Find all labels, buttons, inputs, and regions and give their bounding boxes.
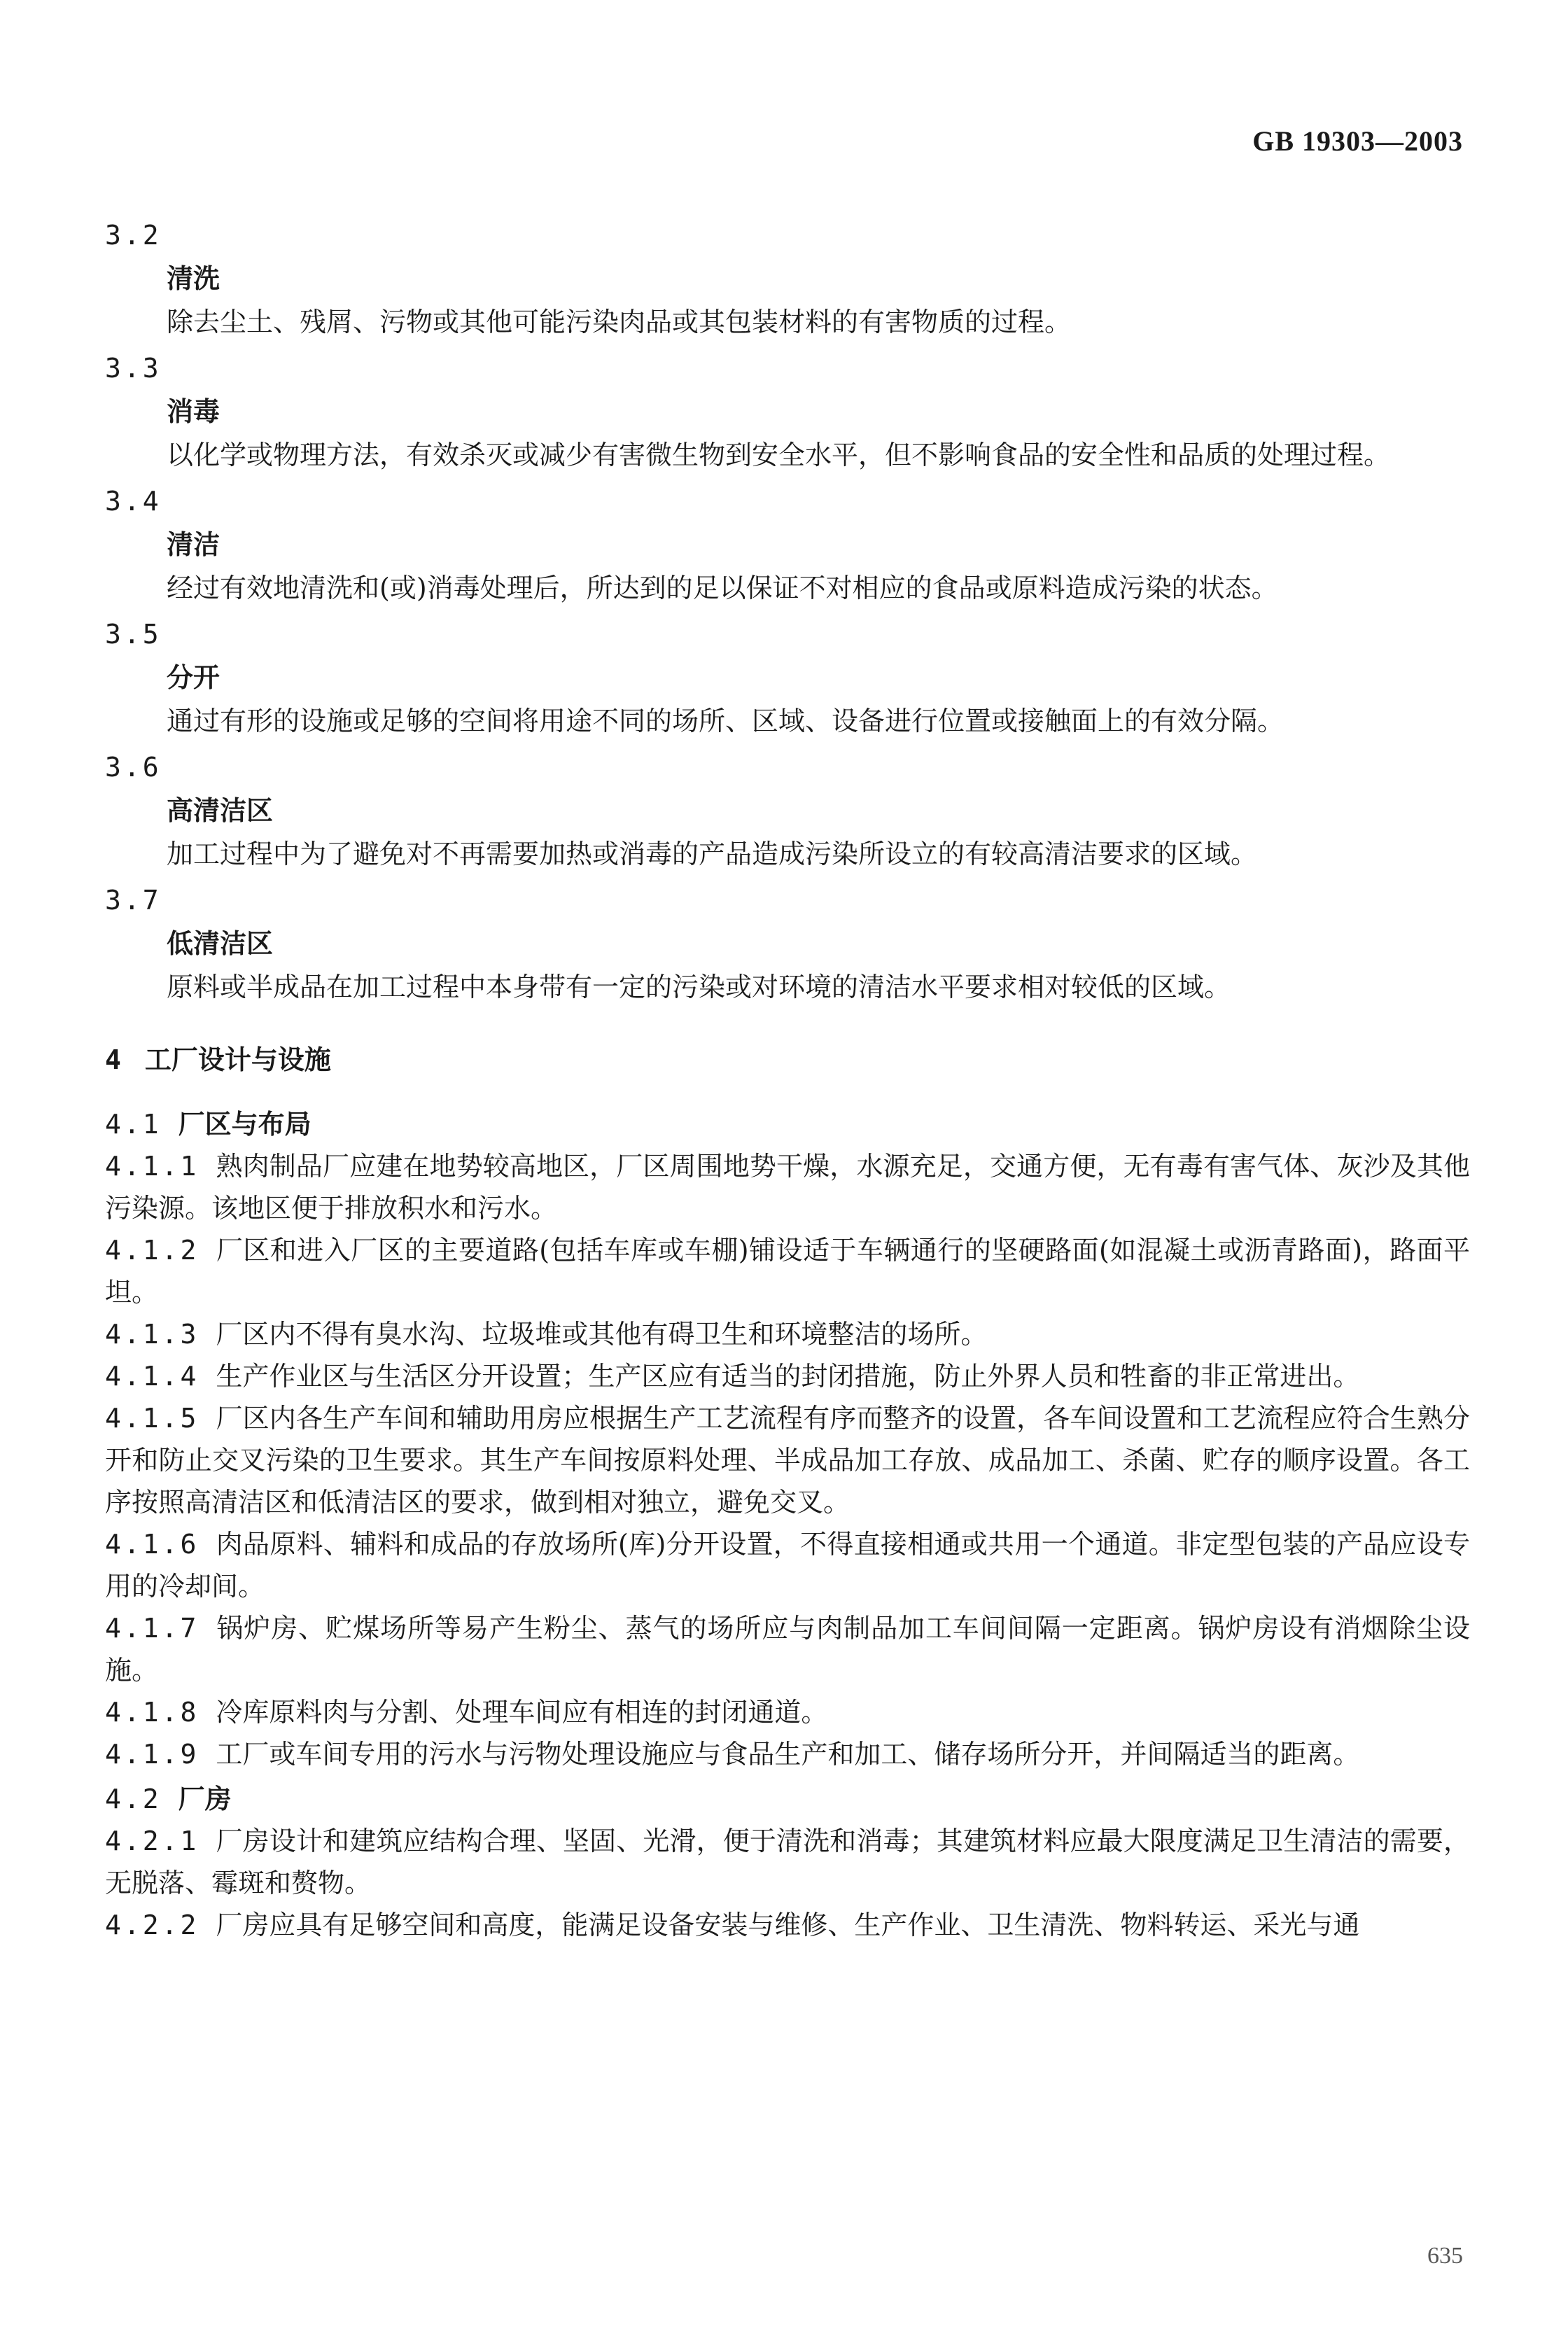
section-heading [105,1039,1470,1081]
clause-text: 冷库原料肉与分割、处理车间应有相连的封闭通道。 [216,1697,828,1728]
term-name: 高清洁区 [167,795,274,826]
subsection-heading-4-1 [105,1103,1470,1145]
term-definition: 除去尘土、残屑、污物或其他可能污染肉品或其包装材料的有害物质的过程。 [167,307,1072,337]
clause-number: 4.1.2 [105,1235,200,1266]
clause-4-1-7 [105,1607,1470,1691]
term-definition: 以化学或物理方法，有效杀灭或减少有害微生物到安全水平，但不影响食品的安全性和品质的处理过程。 [167,440,1391,470]
term-definition: 原料或半成品在加工过程中本身带有一定的污染或对环境的清洁水平要求相对较低的区域。 [167,972,1231,1002]
section-number: 4 [105,1044,124,1075]
clause-4-1-6 [105,1523,1470,1607]
term-3-4 [105,480,1470,609]
clause-text: 厂区内各生产车间和辅助用房应根据生产工艺流程有序而整齐的设置，各车间设置和工艺流程应符合生熟分开和防止交叉污染的卫生要求。其生产车间按原料处理、半成品加工存放、成品加工、杀菌、贮存的顺序设置。各工序按照高清洁区和低清洁区的要求，做到相对独立，避免交叉。 [105,1403,1470,1518]
page-content [105,210,1470,1946]
clause-text: 生产作业区与生活区分开设置；生产区应有适当的封闭措施，防止外界人员和牲畜的非正常进出。 [216,1361,1360,1392]
subsection-number: 4.1 [105,1109,162,1140]
clause-4-1-8 [105,1691,1470,1733]
term-number: 3.3 [105,353,162,384]
clause-text: 厂区内不得有臭水沟、垃圾堆或其他有碍卫生和环境整洁的场所。 [216,1319,988,1350]
term-3-2 [105,214,1470,343]
subsection-heading-4-2 [105,1778,1470,1820]
clause-number: 4.1.9 [105,1739,200,1770]
clause-text: 厂房应具有足够空间和高度，能满足设备安装与维修、生产作业、卫生清洗、物料转运、采光与通 [216,1910,1360,1940]
term-name: 低清洁区 [167,928,274,959]
term-3-6 [105,746,1470,875]
term-number: 3.4 [105,486,162,517]
clause-number: 4.1.6 [105,1529,200,1560]
clause-text: 工厂或车间专用的污水与污物处理设施应与食品生产和加工、储存场所分开，并间隔适当的距离。 [216,1739,1360,1770]
document-id: GB 19303—2003 [1252,125,1463,157]
clause-4-1-3 [105,1313,1470,1355]
subsection-title: 厂房 [178,1784,232,1814]
clause-4-1-1 [105,1145,1470,1229]
clause-number: 4.2.2 [105,1910,200,1940]
term-name: 清洗 [167,263,220,294]
clause-number: 4.1.7 [105,1613,200,1644]
section-title: 工厂设计与设施 [144,1044,331,1075]
subsection-number: 4.2 [105,1784,162,1814]
clause-number: 4.2.1 [105,1826,200,1856]
term-name: 分开 [167,662,220,693]
clause-text: 厂区和进入厂区的主要道路(包括车库或车棚)铺设适于车辆通行的坚硬路面(如混凝土或沥青路面)，路面平坦。 [105,1235,1470,1308]
clause-number: 4.1.1 [105,1151,200,1182]
clause-number: 4.1.4 [105,1361,200,1392]
term-number: 3.6 [105,752,162,783]
term-definition: 通过有形的设施或足够的空间将用途不同的场所、区域、设备进行位置或接触面上的有效分隔。 [167,706,1284,736]
term-definition: 加工过程中为了避免对不再需要加热或消毒的产品造成污染所设立的有较高清洁要求的区域。 [167,839,1258,869]
term-3-7 [105,879,1470,1008]
term-3-3 [105,347,1470,476]
term-name: 消毒 [167,396,220,427]
clause-4-1-5 [105,1397,1470,1523]
term-number: 3.5 [105,619,162,650]
term-number: 3.7 [105,885,162,916]
subsection-title: 厂区与布局 [178,1109,312,1140]
clause-4-2-2 [105,1904,1470,1946]
clause-text: 厂房设计和建筑应结构合理、坚固、光滑，便于清洗和消毒；其建筑材料应最大限度满足卫生清洁的需要，无脱落、霉斑和赘物。 [105,1826,1470,1898]
clause-text: 熟肉制品厂应建在地势较高地区，厂区周围地势干燥，水源充足，交通方便，无有毒有害气体、灰沙及其他污染源。该地区便于排放积水和污水。 [105,1151,1470,1224]
term-name: 清洁 [167,529,220,560]
clause-number: 4.1.8 [105,1697,200,1728]
clause-text: 锅炉房、贮煤场所等易产生粉尘、蒸气的场所应与肉制品加工车间间隔一定距离。锅炉房设有消烟除尘设施。 [105,1613,1470,1686]
page-number: 635 [1427,2243,1463,2269]
clause-4-1-4 [105,1355,1470,1397]
clause-4-1-9 [105,1733,1470,1775]
clause-text: 肉品原料、辅料和成品的存放场所(库)分开设置，不得直接相通或共用一个通道。非定型包装的产品应设专用的冷却间。 [105,1529,1470,1602]
term-3-5 [105,613,1470,742]
clause-4-1-2 [105,1229,1470,1313]
clause-number: 4.1.3 [105,1319,200,1350]
term-number: 3.2 [105,220,162,251]
clause-4-2-1 [105,1820,1470,1904]
clause-number: 4.1.5 [105,1403,200,1434]
term-definition: 经过有效地清洗和(或)消毒处理后，所达到的足以保证不对相应的食品或原料造成污染的状态。 [167,573,1278,603]
